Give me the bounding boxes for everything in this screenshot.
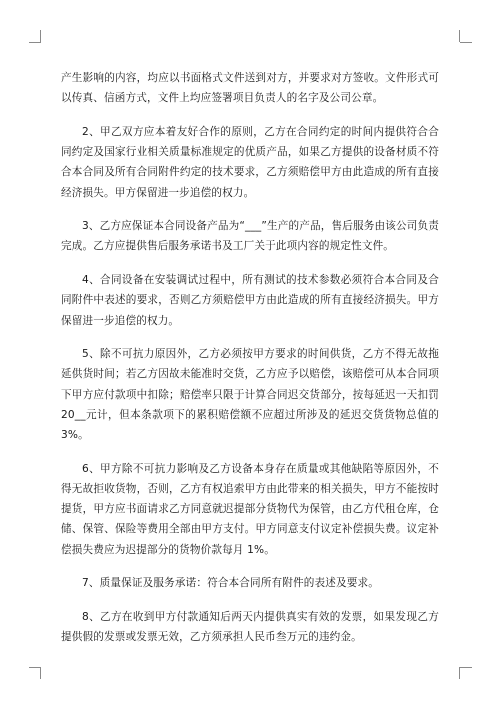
paragraph-clause-3: 3、乙方应保证本合同设备产品为“___”生产的产品，售后服务由该公司负责完成。乙方应提供售后服务承诺书及工厂关于此项内容的规定性文件。 bbox=[61, 220, 439, 253]
paragraph-clause-5: 5、除不可抗力原因外，乙方必须按甲方要求的时间供货，乙方不得无故拖延供货时间；若乙方因故未能准时交货，乙方应予以赔偿，该赔偿可从本合同项下甲方应付款项中扣除；赔偿率只限于计算合同迟交货部分，按每延迟一天扣罚 20__元计，但本条款项下的累积赔偿额不应超过所涉及的延迟交货货物总值的 3%。 bbox=[61, 348, 439, 442]
crop-mark-top-right-vertical bbox=[459, 30, 460, 42]
crop-mark-bottom-right-horizontal bbox=[460, 667, 472, 668]
paragraph-clause-8: 8、乙方在收到甲方付款通知后两天内提供真实有效的发票，如果发现乙方提供假的发票或发票无效，乙方须承担人民币叁万元的违约金。 bbox=[61, 610, 439, 644]
paragraph-clause-6: 6、甲方除不可抗力影响及乙方设备本身存在质量或其他缺陷等原因外，不得无故拒收货物，否则，乙方有权追索甲方由此带来的相关损失，甲方不能按时提货，甲方应书面请求乙方同意就迟提部分货物代为保管，由乙方代租仓库，仓储、保管、保险等费用全部由甲方支付。甲方同意支付议定补偿损失费。议定补偿损失费应为迟提部分的货物价款每月 1%。 bbox=[61, 462, 439, 556]
crop-mark-top-right-horizontal bbox=[460, 42, 472, 43]
paragraph-clause-7: 7、质量保证及服务承诺：符合本合同所有附件的表述及要求。 bbox=[82, 577, 379, 590]
crop-mark-top-left-horizontal bbox=[29, 42, 41, 43]
crop-mark-bottom-right-vertical bbox=[459, 667, 460, 679]
crop-mark-bottom-left-horizontal bbox=[29, 667, 41, 668]
crop-mark-bottom-left-vertical bbox=[40, 667, 41, 679]
paragraph-continuation: 产生影响的内容，均应以书面格式文件送到对方，并要求对方签收。文件形式可以传真、信函方式，文件上均应签署项目负责人的名字及公司公章。 bbox=[61, 72, 439, 105]
paragraph-clause-2: 2、甲乙双方应本着友好合作的原则，乙方在合同约定的时间内提供符合合同约定及国家行业相关质量标准规定的优质产品，如果乙方提供的设备材质不符合本合同及所有合同附件约定的技术要求，乙方须赔偿甲方由此造成的所有直接经济损失。甲方保留进一步追偿的权力。 bbox=[61, 125, 439, 199]
document-body bbox=[61, 68, 439, 661]
paragraph-clause-4: 4、合同设备在安装调试过程中，所有测试的技术参数必须符合本合同及合同附件中表述的要求，否则乙方须赔偿甲方由此造成的所有直接经济损失。甲方保留进一步追偿的权力。 bbox=[61, 274, 439, 327]
crop-mark-top-left-vertical bbox=[40, 30, 41, 42]
